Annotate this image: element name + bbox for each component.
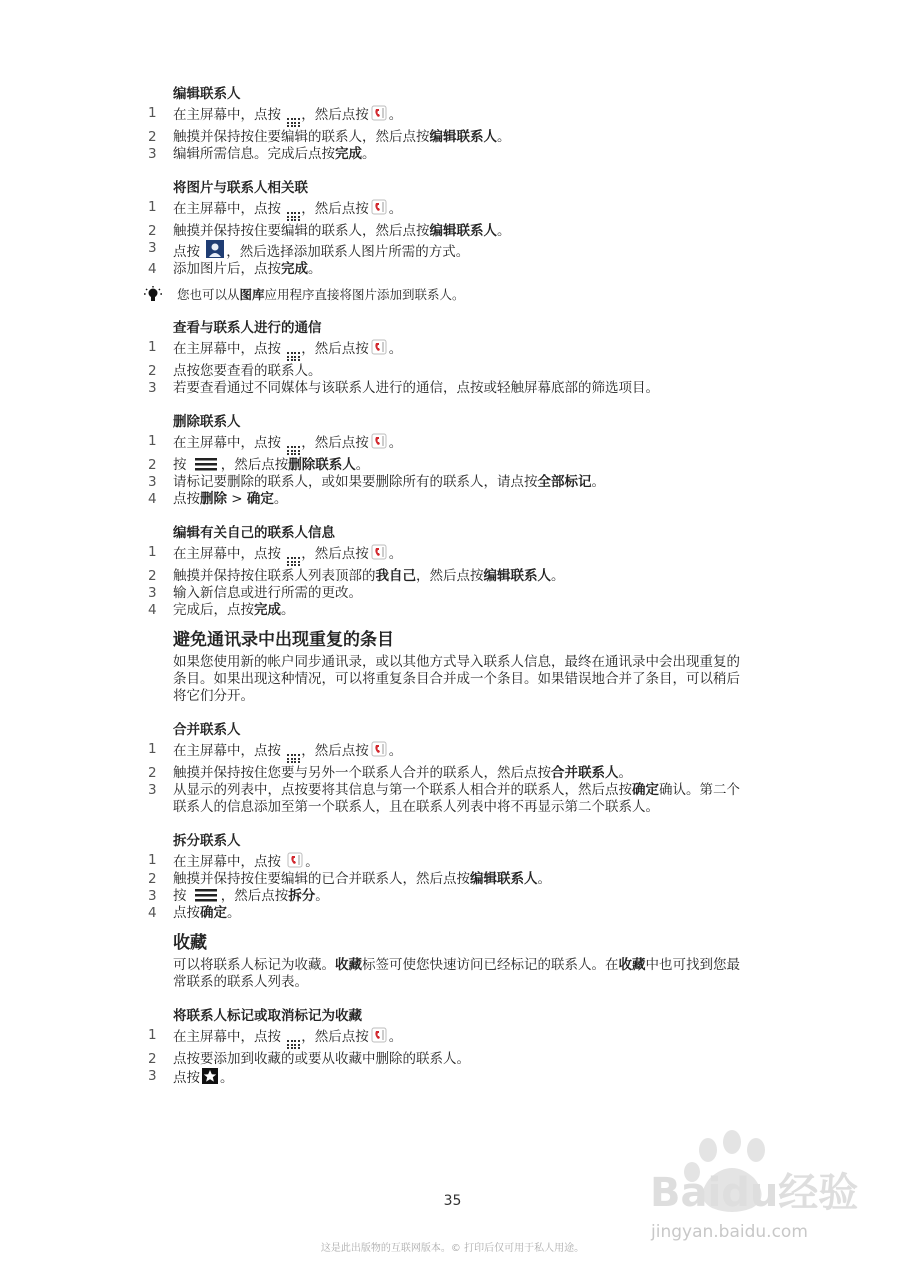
text-run: ，然后点按	[301, 201, 369, 217]
step-item	[0, 765, 753, 782]
step-number: 2	[148, 223, 157, 239]
text-run: 。	[388, 435, 403, 451]
step-text	[173, 491, 287, 507]
star-icon	[202, 1068, 218, 1084]
procedure-heading: 删除联系人	[173, 414, 241, 430]
text-run: 点按要添加到收藏的或要从收藏中删除的联系人。	[173, 1051, 470, 1067]
bold-term: 确定	[200, 905, 227, 921]
text-run: 。	[537, 871, 551, 887]
text-run: 可以将联系人标记为收藏。	[173, 957, 335, 973]
text-run: 。	[388, 1029, 403, 1045]
text-run: 触摸并保持按住要编辑的联系人，然后点按	[173, 223, 430, 239]
step-item	[0, 457, 753, 474]
step-text	[173, 457, 369, 473]
steps-list	[0, 544, 905, 619]
text-run: 。	[220, 1070, 234, 1086]
step-number: 2	[148, 129, 157, 145]
text-run: 输入新信息或进行所需的更改。	[173, 585, 362, 601]
step-text	[173, 341, 402, 357]
text-run: 在主屏幕中，点按	[173, 854, 286, 870]
step-item	[0, 105, 753, 129]
step-number: 2	[148, 363, 157, 379]
step-number: 1	[148, 1027, 157, 1043]
text-run: 点按	[173, 491, 200, 507]
text-run: 。	[305, 854, 319, 870]
bold-term: 全部标记	[537, 474, 592, 490]
phone-icon	[371, 741, 387, 757]
apps-grid-icon	[287, 557, 299, 568]
text-run: 编辑所需信息。完成后点按	[173, 146, 335, 162]
text-run: ，然后点按	[301, 743, 369, 759]
procedure-heading: 拆分联系人	[173, 833, 241, 849]
step-item	[0, 223, 753, 240]
step-item	[0, 871, 753, 888]
step-number: 3	[148, 782, 157, 798]
step-item	[0, 568, 753, 585]
step-item	[0, 129, 753, 146]
step-number: 4	[148, 491, 157, 507]
text-run: >	[227, 491, 247, 507]
phone-icon	[371, 105, 387, 121]
step-item	[0, 474, 753, 491]
text-run: 在主屏幕中，点按	[173, 201, 286, 217]
bold-term: 收藏	[618, 957, 646, 973]
step-number: 1	[148, 199, 157, 215]
text-run: 在主屏幕中，点按	[173, 1029, 286, 1045]
lightbulb-icon	[143, 286, 163, 304]
bold-term: 完成	[254, 602, 281, 618]
step-number: 3	[148, 474, 157, 490]
procedure-heading: 编辑有关自己的联系人信息	[173, 525, 335, 541]
text-run: 。	[551, 568, 565, 584]
text-run: 触摸并保持按住要编辑的联系人，然后点按	[173, 129, 430, 145]
bold-term: 图库	[239, 287, 265, 302]
step-text	[173, 782, 740, 815]
contact-picture-icon	[206, 240, 224, 258]
step-text	[173, 244, 469, 260]
text-run: 标签可使您快速访问已经标记的联系人。在	[362, 957, 619, 973]
bold-term: 确定	[246, 491, 274, 507]
watermark-brand: Baidu经验	[650, 1170, 859, 1216]
step-number: 1	[148, 544, 157, 560]
bold-term: 确定	[632, 782, 659, 798]
phone-icon	[371, 1027, 387, 1043]
menu-icon	[195, 889, 217, 902]
text-run: 确认。第二个联系人的信息添加至第一个联系人，且在联系人列表中将不再显示第二个联系人。	[173, 782, 740, 815]
step-number: 3	[148, 1068, 157, 1084]
text-run: ，然后点按	[301, 341, 369, 357]
step-number: 4	[148, 602, 157, 618]
text-run: ，然后点按	[220, 888, 289, 904]
text-run: ，然后点按	[301, 546, 369, 562]
step-number: 3	[148, 380, 157, 396]
text-run: 。	[618, 765, 632, 781]
step-number: 1	[148, 741, 157, 757]
bold-term: 完成	[335, 146, 362, 162]
text-run: ，然后点按	[220, 457, 289, 473]
step-item	[0, 1027, 753, 1051]
step-number: 2	[148, 1051, 157, 1067]
step-number: 2	[148, 457, 157, 473]
text-run: ，然后点按	[301, 107, 369, 123]
step-text	[173, 435, 402, 451]
step-number: 4	[148, 261, 157, 277]
text-run: 。	[388, 546, 403, 562]
step-text	[173, 146, 376, 162]
step-item	[0, 339, 753, 363]
apps-grid-icon	[287, 1040, 299, 1051]
step-item	[0, 1051, 753, 1068]
watermark-url: jingyan.baidu.com	[651, 1222, 808, 1242]
text-run: 触摸并保持按住您要与另外一个联系人合并的联系人，然后点按	[173, 765, 551, 781]
steps-list	[0, 1027, 905, 1087]
page-number: 35	[443, 1193, 462, 1209]
step-text	[173, 546, 402, 562]
text-run: 您也可以从	[177, 287, 240, 302]
steps-list	[0, 433, 905, 508]
text-run: 应用程序直接将图片添加到联系人。	[264, 287, 465, 302]
step-text	[173, 602, 295, 618]
phone-icon	[287, 852, 303, 868]
text-run: 添加图片后，点按	[173, 261, 281, 277]
text-run: 。	[355, 457, 370, 473]
phone-icon	[371, 544, 387, 560]
apps-grid-icon	[287, 352, 299, 363]
text-run: 在主屏幕中，点按	[173, 341, 286, 357]
bold-term: 编辑联系人	[483, 568, 551, 584]
step-number: 2	[148, 871, 157, 887]
document-body	[0, 84, 905, 1087]
step-number: 1	[148, 433, 157, 449]
step-number: 1	[148, 105, 157, 121]
text-run: 点按您要查看的联系人。	[173, 363, 322, 379]
step-item	[0, 380, 753, 397]
bold-term: 删除	[200, 491, 227, 507]
step-item	[0, 1068, 753, 1087]
apps-grid-icon	[287, 118, 299, 129]
step-number: 1	[148, 339, 157, 355]
step-text	[173, 765, 632, 781]
step-item	[0, 782, 753, 816]
text-run: 在主屏幕中，点按	[173, 743, 286, 759]
step-number: 2	[148, 765, 157, 781]
bold-term: 完成	[281, 261, 308, 277]
steps-list	[0, 339, 905, 397]
text-run: ，然后点按	[301, 1029, 369, 1045]
step-number: 1	[148, 852, 157, 868]
text-run: 。	[227, 905, 241, 921]
phone-icon	[371, 339, 387, 355]
step-text	[173, 1070, 234, 1086]
section-title: 避免通讯录中出现重复的条目	[173, 630, 394, 650]
step-text	[173, 854, 319, 870]
text-run: 。	[388, 201, 403, 217]
text-run: 从显示的列表中，点按要将其信息与第一个联系人相合并的联系人，然后点按	[173, 782, 632, 798]
step-text	[173, 363, 322, 379]
step-number: 3	[148, 146, 157, 162]
phone-icon	[371, 433, 387, 449]
text-run: 在主屏幕中，点按	[173, 546, 286, 562]
text-run: 触摸并保持按住要编辑的已合并联系人，然后点按	[173, 871, 470, 887]
step-item	[0, 888, 753, 905]
bold-term: 编辑联系人	[429, 129, 497, 145]
step-number: 3	[148, 888, 157, 904]
step-text	[173, 223, 511, 239]
text-run: 。	[388, 107, 403, 123]
text-run: 。	[281, 602, 295, 618]
procedure-heading: 编辑联系人	[173, 86, 241, 102]
bold-term: 我自己	[375, 568, 416, 584]
bold-term: 合并联系人	[551, 765, 619, 781]
step-item	[0, 544, 753, 568]
bold-term: 拆分	[288, 888, 316, 904]
text-run: 。	[591, 474, 605, 490]
section-title: 收藏	[173, 933, 207, 953]
text-run: 触摸并保持按住联系人列表顶部的	[173, 568, 376, 584]
step-text	[173, 871, 551, 887]
text-run: 按	[173, 888, 191, 904]
text-run: 在主屏幕中，点按	[173, 435, 286, 451]
steps-list	[0, 741, 905, 816]
steps-list	[0, 105, 905, 163]
step-item	[0, 146, 753, 163]
text-run: 。	[273, 491, 288, 507]
text-run: ，然后选择添加联系人图片所需的方式。	[226, 244, 470, 260]
text-run: 在主屏幕中，点按	[173, 107, 286, 123]
text-run: 若要查看通过不同媒体与该联系人进行的通信，点按或轻触屏幕底部的筛选项目。	[173, 380, 659, 396]
step-item	[0, 491, 753, 508]
bold-term: 删除联系人	[288, 457, 356, 473]
text-run: 。	[388, 341, 403, 357]
text-run: 。	[497, 223, 511, 239]
text-run: 。	[315, 888, 329, 904]
bold-term: 收藏	[335, 957, 362, 973]
text-run: 中也可找到您最常联系的联系人列表。	[173, 957, 740, 990]
text-run: ，然后点按	[416, 568, 484, 584]
apps-grid-icon	[287, 212, 299, 223]
step-number: 4	[148, 905, 157, 921]
step-item	[0, 852, 753, 871]
text-run: ，然后点按	[301, 435, 369, 451]
section-paragraph	[173, 957, 753, 991]
text-run: 点按	[173, 905, 200, 921]
text-run: 点按	[173, 1070, 200, 1086]
step-text	[173, 568, 565, 584]
procedure-heading: 将联系人标记或取消标记为收藏	[173, 1008, 362, 1024]
procedure-heading: 将图片与联系人相关联	[173, 180, 308, 196]
footer-note: 这是此出版物的互联网版本。© 打印后仅可用于私人用途。	[320, 1243, 585, 1254]
apps-grid-icon	[287, 754, 299, 765]
step-text	[173, 905, 241, 921]
step-text	[173, 585, 362, 601]
step-item	[0, 741, 753, 765]
steps-list	[0, 199, 905, 278]
text-run: 。	[308, 261, 322, 277]
phone-icon	[371, 199, 387, 215]
bold-term: 编辑联系人	[470, 871, 538, 887]
text-run: 按	[173, 457, 191, 473]
tip-note	[177, 286, 905, 303]
step-text	[173, 1029, 402, 1045]
text-run: 。	[497, 129, 511, 145]
menu-icon	[195, 458, 217, 471]
step-number: 2	[148, 568, 157, 584]
step-text	[173, 1051, 470, 1067]
text-run: 完成后，点按	[173, 602, 254, 618]
text-run: 点按	[173, 244, 205, 260]
procedure-heading: 查看与联系人进行的通信	[173, 320, 322, 336]
step-item	[0, 585, 753, 602]
steps-list	[0, 852, 905, 922]
step-item	[0, 363, 753, 380]
step-number: 3	[148, 585, 157, 601]
section-paragraph: 如果您使用新的帐户同步通讯录，或以其他方式导入联系人信息，最终在通讯录中会出现重复的条目。如果出现这种情况，可以将重复条目合并成一个条目。如果错误地合并了条目，可以稍后将它们分开。	[173, 654, 740, 704]
bold-term: 编辑联系人	[429, 223, 497, 239]
step-item	[0, 433, 753, 457]
step-item	[0, 261, 753, 278]
step-text	[173, 888, 329, 904]
text-run: 请标记要删除的联系人，或如果要删除所有的联系人，请点按	[173, 474, 538, 490]
step-text	[173, 380, 659, 396]
step-text	[173, 129, 511, 145]
step-item	[0, 602, 753, 619]
step-text	[173, 261, 322, 277]
text-run: 。	[362, 146, 376, 162]
step-item	[0, 199, 753, 223]
step-text	[173, 201, 402, 217]
step-number: 3	[148, 240, 157, 256]
step-item	[0, 905, 753, 922]
step-item	[0, 240, 753, 261]
step-text	[173, 107, 402, 123]
step-text	[173, 474, 605, 490]
step-text	[173, 743, 402, 759]
text-run: 。	[388, 743, 403, 759]
procedure-heading: 合并联系人	[173, 722, 241, 738]
apps-grid-icon	[287, 446, 299, 457]
